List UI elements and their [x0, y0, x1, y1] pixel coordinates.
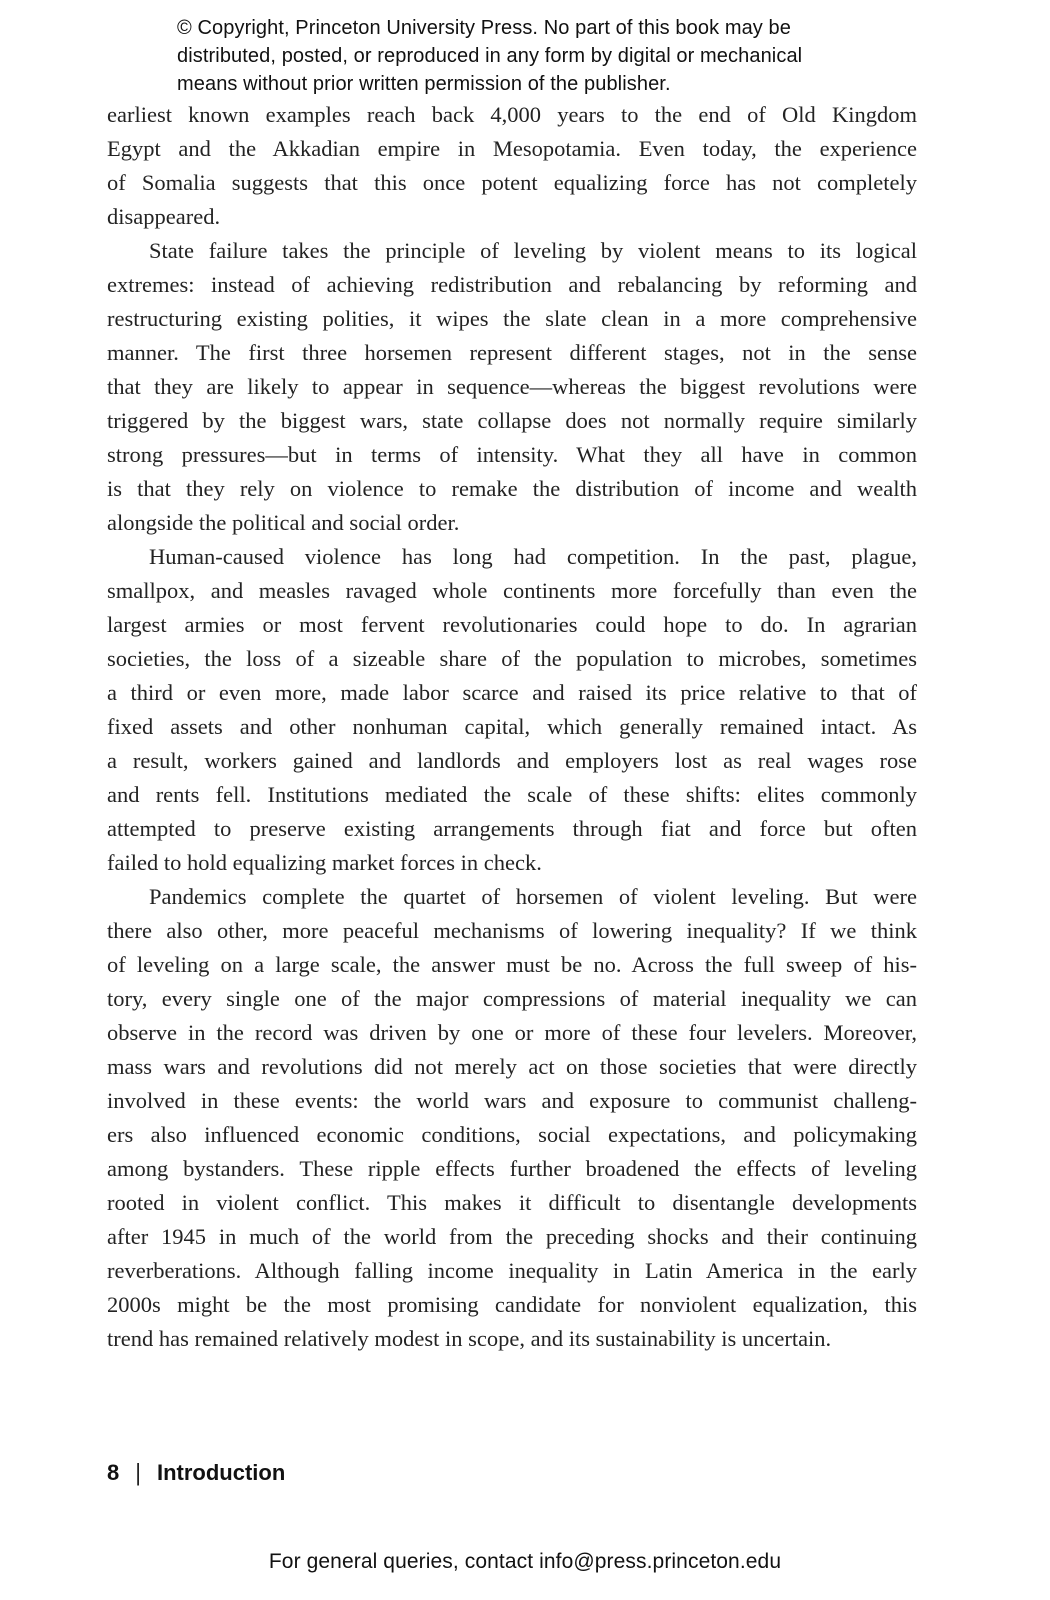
copyright-line-1: © Copyright, Princeton University Press. No part of this book may be: [177, 17, 792, 39]
body-line: a result, workers gained and landlords and employers lost as real wages rose: [107, 748, 917, 773]
body-line: a third or even more, made labor scarce and raised its price relative to that of: [107, 680, 917, 705]
body-line: triggered by the biggest wars, state collapse does not normally require similarly: [107, 408, 917, 433]
body-line: restructuring existing polities, it wipes the slate clean in a more comprehensive: [107, 306, 917, 331]
query-notice: For general queries, contact info@press.princeton.edu: [268, 1550, 782, 1573]
body-line: of leveling on a large scale, the answer must be no. Across the full sweep of his-: [107, 952, 917, 977]
body-line: earliest known examples reach back 4,000 years to the end of Old Kingdom: [107, 102, 917, 127]
body-line: smallpox, and measles ravaged whole continents more forcefully than even the: [107, 578, 917, 603]
paragraph: [107, 880, 917, 1356]
page-number: 8: [107, 1460, 120, 1485]
body-line: attempted to preserve existing arrangements through fiat and force but often: [107, 816, 917, 841]
body-line: fixed assets and other nonhuman capital, which generally remained intact. As: [107, 714, 917, 739]
body-line: alongside the political and social order.: [107, 510, 460, 535]
body-line: among bystanders. These ripple effects further broadened the effects of leveling: [107, 1156, 917, 1181]
body-line: trend has remained relatively modest in scope, and its sustainability is uncertain.: [107, 1326, 832, 1351]
body-line: there also other, more peaceful mechanisms of lowering inequality? If we think: [107, 918, 917, 943]
body-text: [107, 98, 917, 1356]
body-line: failed to hold equalizing market forces in check.: [107, 850, 542, 875]
body-line: is that they rely on violence to remake the distribution of income and wealth: [107, 476, 917, 501]
body-line: disappeared.: [107, 204, 221, 229]
body-line: Egypt and the Akkadian empire in Mesopotamia. Even today, the experience: [107, 136, 917, 161]
copyright-line-3: means without prior written permission of the publisher.: [177, 73, 671, 95]
body-line: Pandemics complete the quartet of horsemen of violent leveling. But were: [149, 884, 917, 909]
body-line: observe in the record was driven by one or more of these four levelers. Moreover,: [107, 1020, 917, 1045]
paragraph: [107, 540, 917, 880]
body-line: after 1945 in much of the world from the preceding shocks and their continuing: [107, 1224, 917, 1249]
body-line: rooted in violent conflict. This makes it difficult to disentangle developments: [107, 1190, 917, 1215]
body-line: and rents fell. Institutions mediated the scale of these shifts: elites commonly: [107, 782, 917, 807]
body-line: extremes: instead of achieving redistribution and rebalancing by reforming and: [107, 272, 917, 297]
body-line: reverberations. Although falling income inequality in Latin America in the early: [107, 1258, 917, 1283]
body-line: largest armies or most fervent revolutionaries could hope to do. In agrarian: [107, 612, 917, 637]
running-footer: [107, 1460, 285, 1486]
paragraph: [107, 234, 917, 540]
body-line: Human-caused violence has long had competition. In the past, plague,: [149, 544, 917, 569]
body-line: of Somalia suggests that this once potent equalizing force has not completely: [107, 170, 917, 195]
body-line: involved in these events: the world wars and exposure to communist challeng-: [107, 1088, 917, 1113]
body-line: that they are likely to appear in sequence—whereas the biggest revolutions were: [107, 374, 917, 399]
body-line: tory, every single one of the major compressions of material inequality we can: [107, 986, 917, 1011]
copyright-notice: [177, 14, 802, 98]
body-line: 2000s might be the most promising candidate for nonviolent equalization, this: [107, 1292, 917, 1317]
body-line: State failure takes the principle of leveling by violent means to its logical: [149, 238, 917, 263]
body-line: manner. The first three horsemen represent different stages, not in the sense: [107, 340, 917, 365]
section-title: Introduction: [156, 1460, 286, 1485]
paragraph: [107, 98, 917, 234]
footer-separator: |: [135, 1458, 141, 1487]
body-line: mass wars and revolutions did not merely act on those societies that were directly: [107, 1054, 917, 1079]
body-line: strong pressures—but in terms of intensity. What they all have in common: [107, 442, 917, 467]
copyright-line-2: distributed, posted, or reproduced in any form by digital or mechanical: [177, 45, 803, 67]
body-line: societies, the loss of a sizeable share of the population to microbes, sometimes: [107, 646, 917, 671]
body-line: ers also influenced economic conditions, social expectations, and policymaking: [107, 1122, 917, 1147]
